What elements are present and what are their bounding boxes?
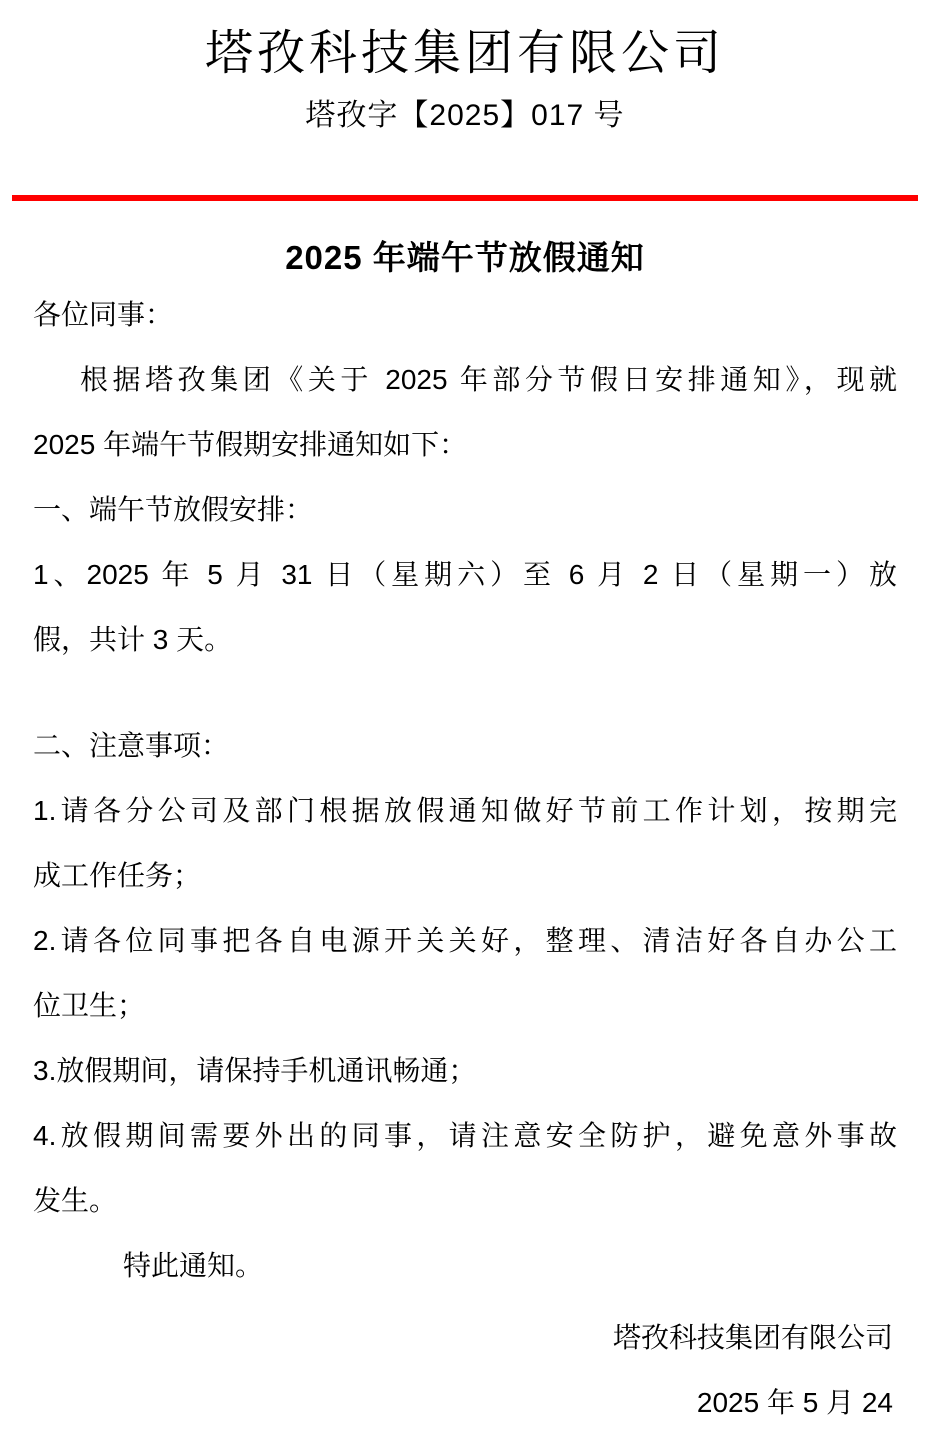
notice-line: 假，共计 3 天。 [33,624,233,655]
document-header [0,26,930,201]
notice-lines [0,282,930,1435]
notice-line: 3.放假期间，请保持手机通讯畅通； [33,1055,477,1086]
notice-line: 二、注意事项： [33,730,230,761]
notice-line: 一、端午节放假安排： [33,494,314,525]
company-title: 塔孜科技集团有限公司 [204,27,725,80]
notice-body [0,238,930,1435]
notice-line: 根据塔孜集团《关于 2025 年部分节假日安排通知》，现就 [80,364,897,395]
notice-title: 2025 年端午节放假通知 [285,239,645,276]
doc-number: 塔孜字【2025】017 号 [305,99,625,132]
notice-line: 4.放假期间需要外出的同事，请注意安全防护，避免意外事故 [33,1120,897,1151]
notice-line: 1.请各分公司及部门根据放假通知做好节前工作计划，按期完 [33,795,897,826]
notice-line: 2025 年端午节假期安排通知如下： [33,429,468,460]
red-divider [12,195,918,201]
notice-line: 特此通知。 [123,1250,264,1281]
notice-line: 2025 年 5 月 24 [696,1387,893,1418]
notice-line: 成工作任务； [33,860,202,891]
notice-line: 2.请各位同事把各自电源开关关好，整理、清洁好各自办公工 [33,925,897,956]
notice-line: 位卫生； [33,990,146,1021]
notice-line: 发生。 [33,1185,118,1216]
notice-line: 塔孜科技集团有限公司 [612,1322,893,1353]
notice-line: 1、2025 年 5 月 31 日（星期六）至 6 月 2 日（星期一）放 [33,559,897,590]
notice-line: 各位同事： [33,299,174,330]
